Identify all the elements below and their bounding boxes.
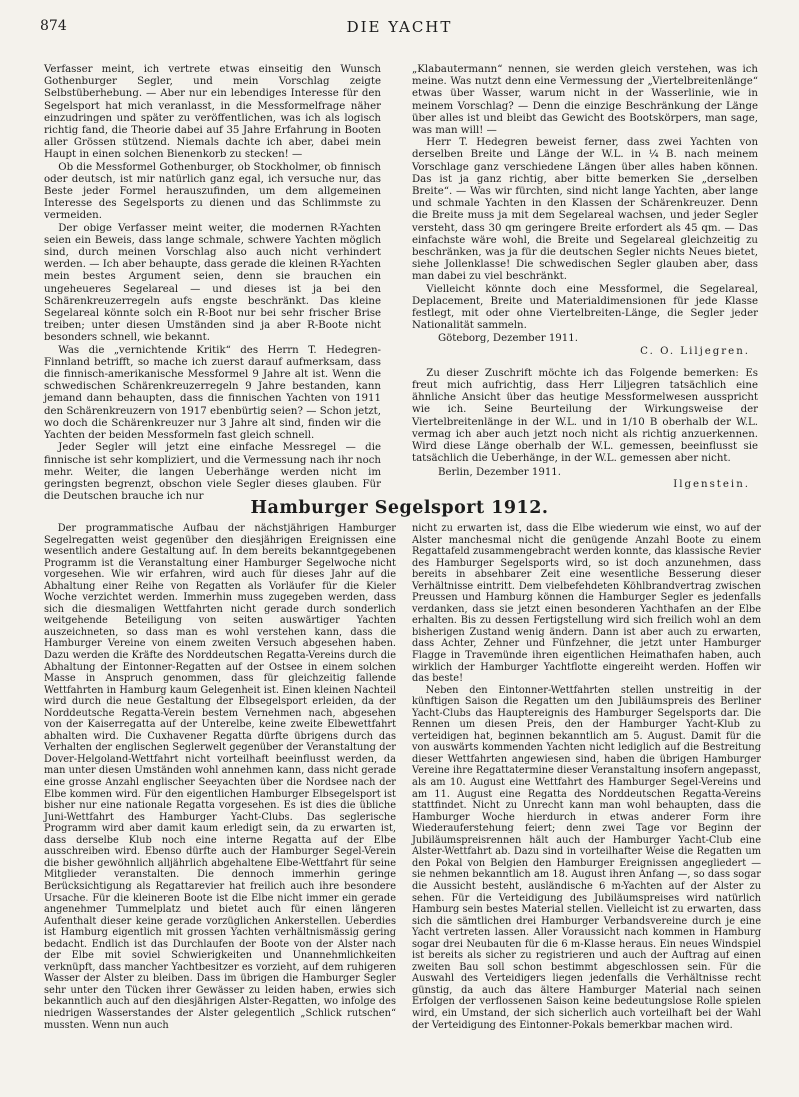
spacer	[412, 358, 758, 368]
article-column-right	[412, 523, 761, 1031]
letter-paragraph: Was die „vernichtende Kritik“ des Herrn T. Hedegren-Finnland betrifft, so mache ich zuerst darauf aufmerksam, dass die finnisch-amerikanische Messformel 9 Jahre alt ist. Wenn die schwedischen Schärenkreuzerregeln 9 Jahre bestanden, kann jemand dann behaupten, dass die finnischen Yachten von 1911 den Schärenkreuzern von 1917 ebenbürtig seien? — Schon jetzt, wo doch die Schärenkreuzer nur 3 Jahre alt sind, finden wir die Yachten der beiden Messformeln fast gleich schnell.	[44, 344, 381, 442]
letter-paragraph: Vielleicht könnte doch eine Messformel, die Segelareal, Deplacement, Breite und Materialdimensionen für jede Klasse festlegt, mit oder ohne Viertelbreiten-Länge, die Segler jeder Nationalität sammeln.	[412, 283, 758, 332]
article-paragraph: Neben den Eintonner-Wettfahrten stellen unstreitig in der künftigen Saison die Regatten um den Jubiläumspreis des Berliner Yacht-Clubs das Hauptereignis des Hamburger Segelsports dar. Die Rennen um diesen Preis, den der Hamburger Yacht-Klub zu verteidigen hat, beginnen bekanntlich am 5. August. Damit für die von auswärts kommenden Yachten nicht lediglich auf die Bestreitung dieser Wettfahrten angewiesen sind, haben die übrigen Hamburger Vereine ihre Regattatermine dieser Veranstaltung insofern angepasst, als am 10. August eine Wettfahrt des Hamburger Segel-Vereins und am 11. August eine Regatta des Norddeutschen Regatta-Vereins stattfindet. Nicht zu Unrecht kann man wohl behaupten, dass die Hamburger Woche hierdurch in etwas anderer Form ihre Wiederauferstehung feiert; denn zwei Tage vor Beginn der Jubiläumspreisrennen hält auch der Hamburger Yacht-Club eine Alster-Wettfahrt ab. Dazu sind in vorteilhafter Weise die Regatten um den Pokal von Belgien den Hamburger Ereignissen angegliedert — sie nehmen bekanntlich am 18. August ihren Anfang —, so dass sogar die Aussicht besteht, ausländische 6 m-Yachten auf der Alster zu sehen. Für die Verteidigung des Jubiläumspreises wird natürlich Hamburg sein bestes Material stellen. Vielleicht ist zu erwarten, dass sich die sämtlichen drei Hamburger Verbandsvereine durch je eine Yacht vertreten lassen. Aller Voraussicht nach kommen in Hamburg sogar drei Neubauten für die 6 m-Klasse heraus. Ein neues Windspiel ist bereits als sicher zu registrieren und auch der Auftrag auf einen zweiten Bau soll schon bestimmt abgeschlossen sein. Für die Auswahl des Verteidigers liegen jedenfalls die Verhältnisse recht günstig, da auch das ältere Hamburger Material nach seinen Erfolgen der verflossenen Saison keine bedeutungslose Rolle spielen wird, ein Umstand, der sich sicherlich auch vorteilhaft bei der Wahl der Verteidigung des Eintonner-Pokals bemerkbar machen wird.	[412, 684, 761, 1031]
letter-paragraph: „Klabautermann“ nennen, sie werden gleich verstehen, was ich meine. Was nutzt denn eine Vermessung der „Viertelbreitenlänge“ etwas über Wasser, warum nicht in der Wasserlinie, wie in meinem Vorschlag? — Denn die einzige Beschränkung der Länge über alles ist und bleibt das Gewicht des Bootskörpers, man sage, was man will! —	[412, 64, 758, 137]
article-paragraph: Der programmatische Aufbau der nächstjährigen Hamburger Segelregatten weist gegenüber den diesjährigen Ereignissen eine wesentlich andere Gestaltung auf. In dem bereits bekanntgegebenen Programm ist die Veranstaltung einer Hamburger Segelwoche nicht vorgesehen. Wie wir erfahren, wird auch für dieses Jahr auf die Abhaltung einer Reihe von Regatten als Vorläufer für die Kieler Woche verzichtet werden. Immerhin muss zugegeben werden, dass sich die diesmaligen Wettfahrten nicht gerade durch sonderlich weitgehende Beteiligung von seiten auswärtiger Yachten auszeichneten, so dass man es wohl verstehen kann, dass die Hamburger Vereine von einem zweiten Versuch abgesehen haben. Dazu werden die Kräfte des Norddeutschen Regatta-Vereins durch die Abhaltung der Eintonner-Regatten auf der Ostsee in einem solchen Masse in Anspruch genommen, dass für gleichzeitig fallende Wettfahrten in Hamburg kaum Gelegenheit ist. Einen kleinen Nachteil wird durch die neue Gestaltung der Elbsegelsport erleiden, da der Norddeutsche Regatta-Verein bestem Vernehmen nach, abgesehen von der Kaiserregatta auf der Unterelbe, keine zweite Elbewettfahrt abhalten wird. Die Cuxhavener Regatta dürfte übrigens durch das Verhalten der englischen Seglerwelt gegenüber der Veranstaltung der Dover-Helgoland-Wettfahrt nicht vorteilhaft beeinflusst werden, da man unter diesen Umständen wohl annehmen kann, dass nicht gerade eine grosse Anzahl englischer Seeyachten über die Nordsee nach der Elbe kommen wird. Für den eigentlichen Hamburger Elbsegelsport ist bisher nur eine nationale Regatta vorgesehen. Es ist dies die übliche Juni-Wettfahrt des Hamburger Yacht-Clubs. Das seglerische Programm wird aber damit kaum erledigt sein, da zu erwarten ist, dass derselbe Klub noch eine interne Regatta auf der Elbe ausschreiben wird. Ebenso dürfte auch der Hamburger Segel-Verein die bisher gewöhnlich alljährlich abgehaltene Elbe-Wettfahrt für seine Mitglieder veranstalten. Die dennoch immerhin geringe Berücksichtigung als Regattarevier hat freilich auch ihre besondere Ursache. Für die kleineren Boote ist die Elbe nicht immer ein gerade angenehmer Tummelplatz und bietet auch für einen längeren Aufenthalt dieser keine gerade vorzüglichen Ankerstellen. Ueberdies ist Hamburg eigentlich mit grossen Yachten verhältnismässig gering bedacht. Endlich ist das Durchlaufen der Boote von der Alster nach der Elbe mit soviel Schwierigkeiten und Unannehmlichkeiten verknüpft, dass mancher Yachtbesitzer es vorzieht, auf dem ruhigeren Wasser der Alster zu bleiben. Dass im übrigen die Hamburger Segler sehr unter den Tücken ihrer Gewässer zu leiden haben, erwies sich bekanntlich auch auf den diesjährigen Alster-Regatten, wo infolge des niedrigen Wasserstandes der Alster gelegentlich „Schlick rutschen“ mussten. Wenn nun auch	[44, 523, 396, 1031]
reply-signature: Ilgenstein.	[673, 478, 750, 490]
letter-paragraph: Herr T. Hedegren beweist ferner, dass zwei Yachten von derselben Breite und Länge der W.L. in ¼ B. nach meinem Vorschlage ganz verschiedene Längen über alles haben können. Das ist ja ganz richtig, aber bitte bemerken Sie „derselben Breite“. — Was wir fürchten, sind nicht lange Yachten, aber lange und schmale Yachten in den Klassen der Schärenkreuzer. Denn die Breite muss ja mit dem Segelareal wachsen, und jeder Segler versteht, dass 30 qm geringere Breite erfordert als 45 qm. — Das einfachste wäre wohl, die Breite und Segelareal gleichzeitig zu beschränken, was ja für die deutschen Segler nichts Neues bietet, siehe Jollenklasse! Die schwedischen Segler glauben aber, dass man dabei zu viel beschränkt.	[412, 137, 758, 283]
letter-column-right	[412, 64, 758, 491]
letter-paragraph: Der obige Verfasser meint weiter, die modernen R-Yachten seien ein Beweis, dass lange schmale, schwere Yachten möglich sind, durch meinen Vorschlag also auch nicht verhindert werden. — Ich aber behaupte, dass gerade die kleinen R-Yachten mein bestes Argument seien, denn sie brauchen ein ungeheueres Segelareal — und dieses ist ja bei den Schärenkreuzerregeln aufs engste beschränkt. Das kleine Segelareal könnte solch ein R-Boot nur bei sehr frischer Brise treiben; unter diesen Umständen sind ja aber R-Boote nicht besonders schnell, wie bekannt.	[44, 222, 381, 344]
article-column-left	[44, 523, 396, 1031]
reply-paragraph: Zu dieser Zuschrift möchte ich das Folgende bemerken: Es freut mich aufrichtig, dass Herr Liljegren tatsächlich eine ähnliche Ansicht über das heutige Messformelwesen ausspricht wie ich. Seine Beurteilung der Wirkungsweise der Viertelbreitenlänge in der W.L. und in 1/10 B oberhalb der W.L. vermag ich aber auch jetzt noch nicht als richtig anzuerkennen. Wird diese Länge oberhalb der W.L. gemessen, beeinflusst sie tatsächlich die Ueberhänge, in der W.L. gemessen aber nicht.	[412, 367, 758, 465]
article-title: Hamburger Segelsport 1912.	[250, 498, 549, 518]
letter-paragraph: Ob die Messformel Gothenburger, ob Stockholmer, ob finnisch oder deutsch, ist mir natürlich ganz egal, ich versuche nur, das Beste jeder Formel herauszufinden, um dem allgemeinen Interesse des Segelsports zu dienen und das Schlimmste zu vermeiden.	[44, 161, 381, 222]
letter-column-left	[44, 64, 381, 503]
letter-dateline: Göteborg, Dezember 1911.	[438, 333, 578, 345]
reply-dateline: Berlin, Dezember 1911.	[438, 466, 562, 478]
article-paragraph: nicht zu erwarten ist, dass die Elbe wiederum wie einst, wo auf der Alster manchesmal nicht die genügende Anzahl Boote zu einem Regattafeld zusammengebracht werden konnte, das klassische Revier des Hamburger Segelsports wird, so ist doch anzunehmen, dass bereits in absehbarer Zeit eine wesentliche Besserung dieser Verhältnisse eintritt. Dem vielbefehdeten Köhlbrandvertrag zwischen Preussen und Hamburg können die Hamburger Segler es jedenfalls verdanken, dass sie jetzt einen besonderen Yachthafen an der Elbe erhalten. Bis zu dessen Fertigstellung wird sich freilich wohl an dem bisherigen Zustand wenig ändern. Dann ist aber auch zu erwarten, dass Achter, Zehner und Fünfzehner, die jetzt unter Hamburger Flagge in Travemünde ihren eigentlichen Heimathafen haben, auch wirklich der Hamburger Yachtflotte eingereiht werden. Hoffen wir das beste!	[412, 523, 761, 685]
page-number: 874	[40, 18, 67, 34]
letter-paragraph: Jeder Segler will jetzt eine einfache Messregel — die finnische ist sehr kompliziert, und die Vermessung nach ihr noch mehr. Weiter, die langen Ueberhänge werden nicht im geringsten begrenzt, obschon viele Segler dieses glauben. Für die Deutschen brauche ich nur	[44, 442, 381, 503]
running-head: DIE YACHT	[346, 18, 453, 36]
letter-paragraph: Verfasser meint, ich vertrete etwas einseitig den Wunsch Gothenburger Segler, und mein Vorschlag zeigte Selbstüberhebung. — Aber nur ein lebendiges Interesse für den Segelsport hat mich veranlasst, in die Messformelfrage näher einzudringen und später zu veröffentlichen, was ich als logisch richtig fand, die Theorie dabei auf 35 Jahre Erfahrung in Booten aller Grössen stützend. Niemals dachte ich aber, dabei mein Haupt in einen solchen Bienenkorb zu stecken! —	[44, 64, 381, 161]
letter-signature: C. O. Liljegren.	[640, 345, 750, 357]
page-header	[40, 18, 759, 38]
